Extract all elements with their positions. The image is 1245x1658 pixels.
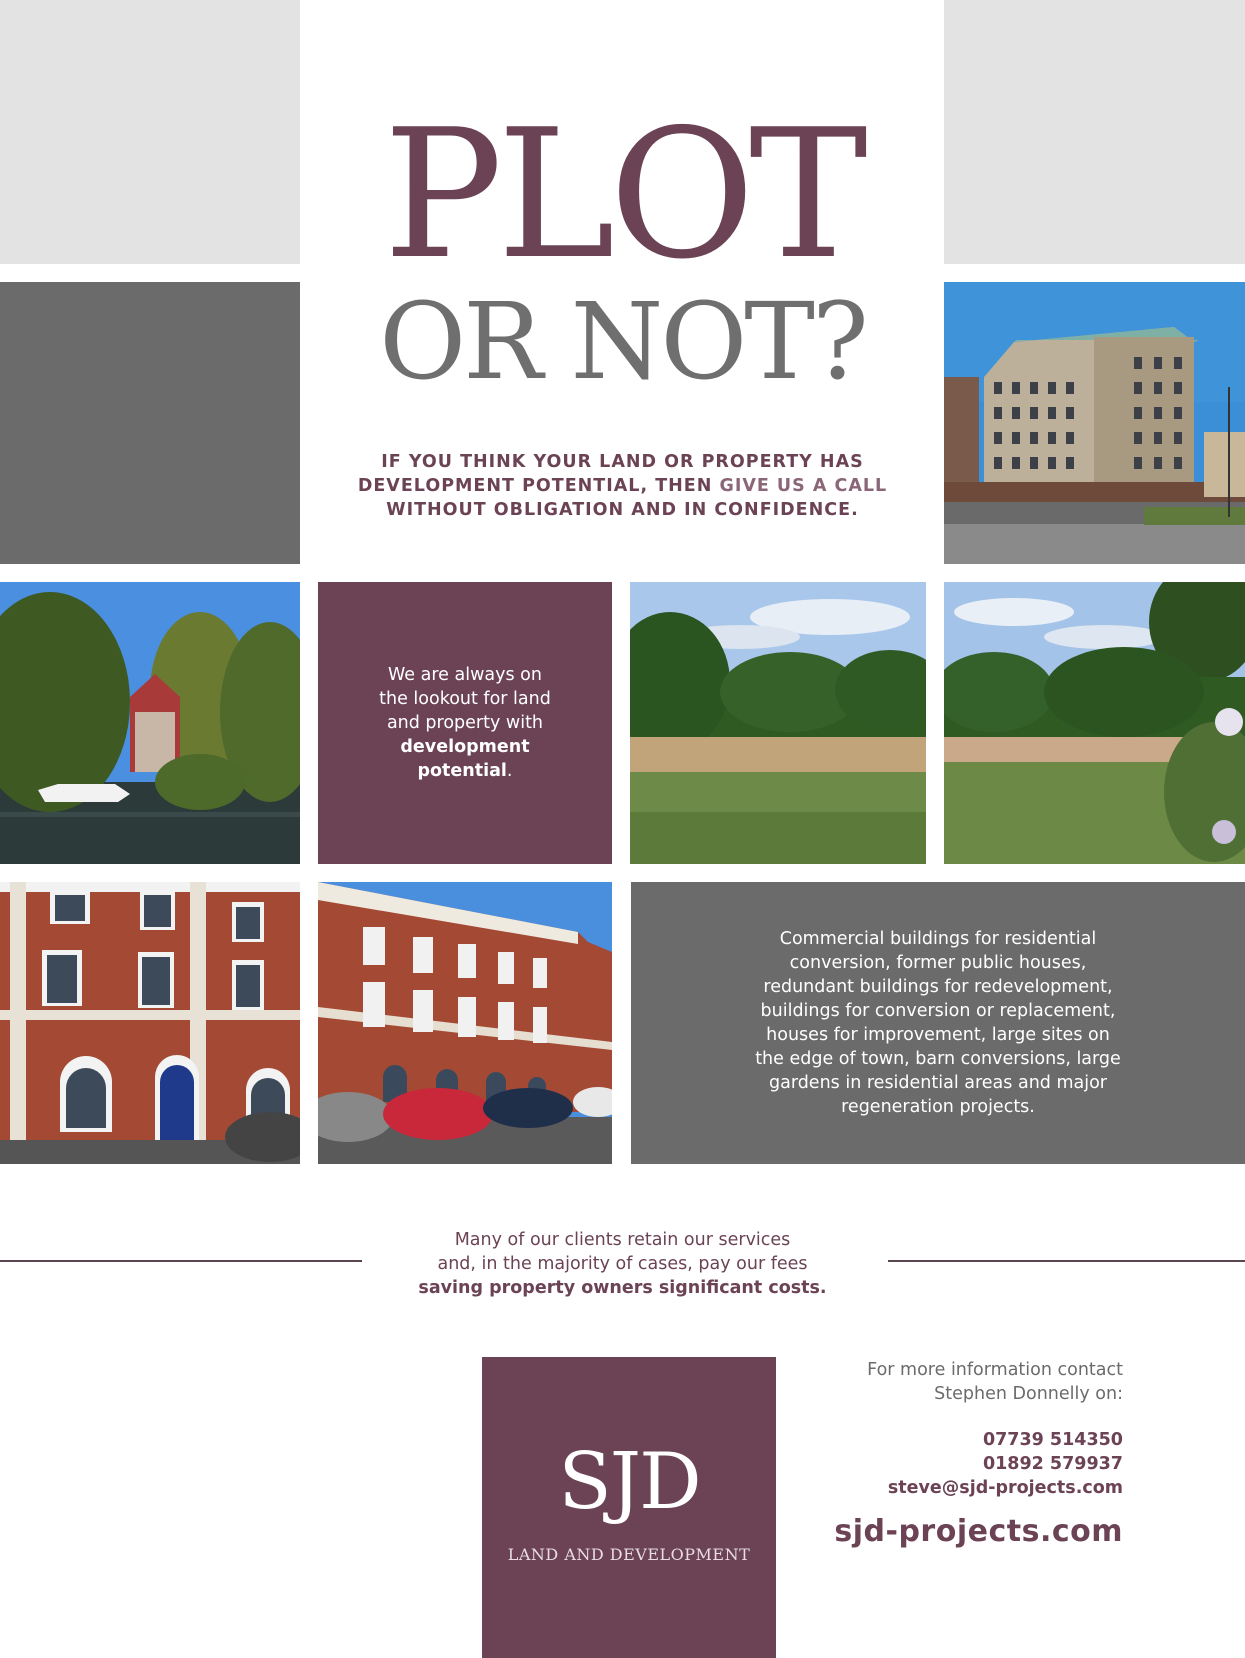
contact-phone-2[interactable]: 01892 579937: [982, 1454, 1123, 1474]
lookout-text: [318, 582, 612, 864]
intro-line-3: WITHOUT OBLIGATION AND IN CONFIDENCE.: [386, 500, 859, 520]
types-line-5: houses for improvement, large sites on: [766, 1025, 1110, 1045]
types-line-3: redundant buildings for redevelopment,: [763, 977, 1113, 997]
property-types-text: [631, 882, 1245, 1164]
contact-line-2: Stephen Donnelly on:: [934, 1384, 1123, 1404]
clients-text: [360, 1228, 885, 1300]
contact-block: [800, 1358, 1123, 1550]
clients-line-3: saving property owners significant costs.: [418, 1278, 827, 1298]
contact-phone-1[interactable]: 07739 514350: [982, 1430, 1123, 1450]
divider-left: [0, 1260, 362, 1262]
divider-right: [888, 1260, 1245, 1262]
types-line-8: regeneration projects.: [841, 1097, 1035, 1117]
photo-field-1: [630, 582, 926, 864]
top-left-panel: [0, 0, 300, 264]
intro-line-1: IF YOU THINK YOUR LAND OR PROPERTY HAS: [381, 452, 864, 472]
top-right-panel: [944, 0, 1245, 264]
types-line-6: the edge of town, barn conversions, large: [755, 1049, 1121, 1069]
lookout-end: .: [506, 761, 513, 781]
lookout-line-3: and property with: [386, 713, 544, 733]
intro-text: [330, 450, 915, 522]
types-line-2: conversion, former public houses,: [789, 953, 1087, 973]
photo-river-house: [0, 582, 300, 864]
photo-brick-building-1: [0, 882, 300, 1164]
intro-call: GIVE US A CALL: [719, 476, 888, 496]
photo-brick-building-2: [318, 882, 612, 1164]
clients-line-2: and, in the majority of cases, pay our fees: [437, 1254, 808, 1274]
types-line-4: buildings for conversion or replacement,: [760, 1001, 1116, 1021]
types-line-1: Commercial buildings for residential: [779, 929, 1097, 949]
lookout-line-1: We are always on: [388, 665, 542, 685]
lookout-bold-2: potential: [417, 761, 507, 781]
headline-plot: PLOT: [383, 91, 862, 298]
sjd-logo: [482, 1357, 776, 1658]
types-line-7: gardens in residential areas and major: [768, 1073, 1107, 1093]
contact-website[interactable]: sjd-projects.com: [834, 1514, 1123, 1549]
headline-or-not: OR NOT?: [379, 280, 866, 403]
lookout-line-2: the lookout for land: [379, 689, 551, 709]
logo-mark: SJD: [558, 1437, 700, 1527]
lookout-bold-1: development: [400, 737, 530, 757]
contact-line-1: For more information contact: [867, 1360, 1123, 1380]
left-gray-panel: [0, 282, 300, 564]
contact-email[interactable]: steve@sjd-projects.com: [887, 1478, 1123, 1498]
clients-line-1: Many of our clients retain our services: [454, 1230, 791, 1250]
logo-subtitle: LAND AND DEVELOPMENT: [507, 1545, 751, 1564]
photo-office-building: [944, 282, 1245, 564]
intro-line-2: DEVELOPMENT POTENTIAL, THEN: [357, 476, 720, 496]
photo-field-2: [944, 582, 1245, 864]
